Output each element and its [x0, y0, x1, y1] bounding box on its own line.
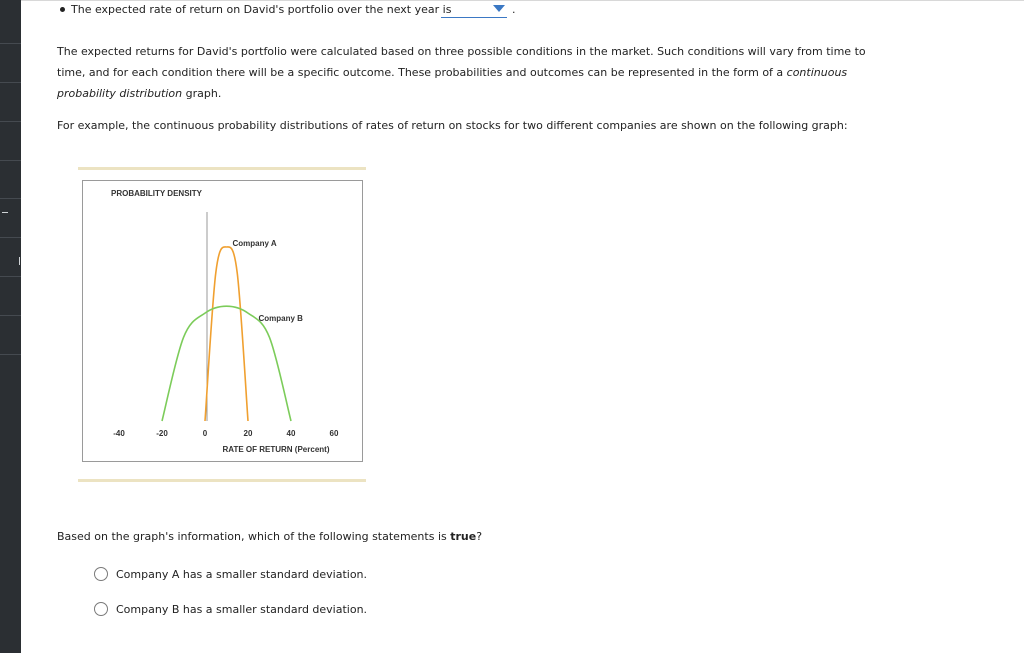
radio-button[interactable]	[94, 567, 108, 581]
paragraph-intro	[57, 41, 957, 104]
x-tick-label: 60	[329, 429, 339, 438]
bullet-icon	[60, 7, 65, 12]
x-tick-label: -20	[156, 429, 168, 438]
paragraph-line	[57, 62, 957, 83]
series-label: Company B	[258, 314, 303, 324]
question-emphasis: true	[450, 530, 477, 543]
sidebar-divider	[0, 198, 21, 199]
paragraph-line: The expected returns for David's portfolio were calculated based on three possible conditions in the market. Such conditions will vary from time to	[57, 45, 866, 58]
sidebar-divider	[0, 43, 21, 44]
option-label: Company B has a smaller standard deviation.	[116, 603, 368, 616]
sidebar-divider	[0, 121, 21, 122]
y-axis-label: PROBABILITY DENSITY	[111, 189, 202, 198]
paragraph-italic: continuous	[786, 66, 848, 79]
x-tick-label: 0	[202, 429, 208, 438]
tick-layer	[113, 429, 339, 438]
question-period: .	[512, 3, 516, 16]
question-text: Based on the graph's information, which of the following statements is	[57, 530, 451, 543]
x-axis-label: RATE OF RETURN (Percent)	[222, 445, 330, 454]
series-line-company-a	[205, 247, 248, 421]
sidebar-divider	[0, 82, 21, 83]
paragraph-text: time, and for each condition there will be a specific outcome. These probabilities and outcomes can be represented in the form of a	[57, 66, 787, 79]
x-tick-label: 40	[286, 429, 296, 438]
paragraph-text: graph.	[182, 87, 222, 100]
chart-svg	[83, 181, 362, 461]
chevron-down-icon[interactable]	[493, 5, 505, 12]
paragraph-italic: probability distribution	[57, 87, 183, 100]
radio-button[interactable]	[94, 602, 108, 616]
x-tick-label: 20	[243, 429, 253, 438]
paragraph-example: For example, the continuous probability distributions of rates of return on stocks for two different companies are shown on the following graph:	[57, 119, 848, 132]
sidebar-divider	[0, 276, 21, 277]
series-layer	[162, 239, 303, 421]
option-label: Company A has a smaller standard deviation.	[116, 568, 368, 581]
figure-top-rule	[78, 167, 366, 170]
figure-bottom-rule	[78, 479, 366, 482]
expected-return-question	[60, 2, 451, 18]
option-a[interactable]	[94, 567, 367, 583]
paragraph-line	[57, 83, 957, 104]
sidebar-divider	[0, 354, 21, 355]
series-line-company-b	[162, 306, 291, 421]
probability-chart	[82, 180, 363, 462]
sidebar-divider	[0, 160, 21, 161]
question-text: The expected rate of return on David's portfolio over the next year is	[71, 3, 452, 16]
sidebar-scroll-marker[interactable]	[19, 257, 20, 265]
question-mark: ?	[476, 530, 483, 543]
statement-question	[57, 526, 482, 547]
sidebar-divider	[0, 315, 21, 316]
sidebar-divider	[0, 237, 21, 238]
left-sidebar	[0, 0, 21, 653]
top-divider	[21, 0, 1024, 1]
series-label: Company A	[232, 239, 277, 248]
x-tick-label: -40	[113, 429, 125, 438]
sidebar-marker	[2, 212, 8, 213]
option-b[interactable]	[94, 602, 367, 618]
expected-return-dropdown[interactable]	[441, 2, 507, 18]
